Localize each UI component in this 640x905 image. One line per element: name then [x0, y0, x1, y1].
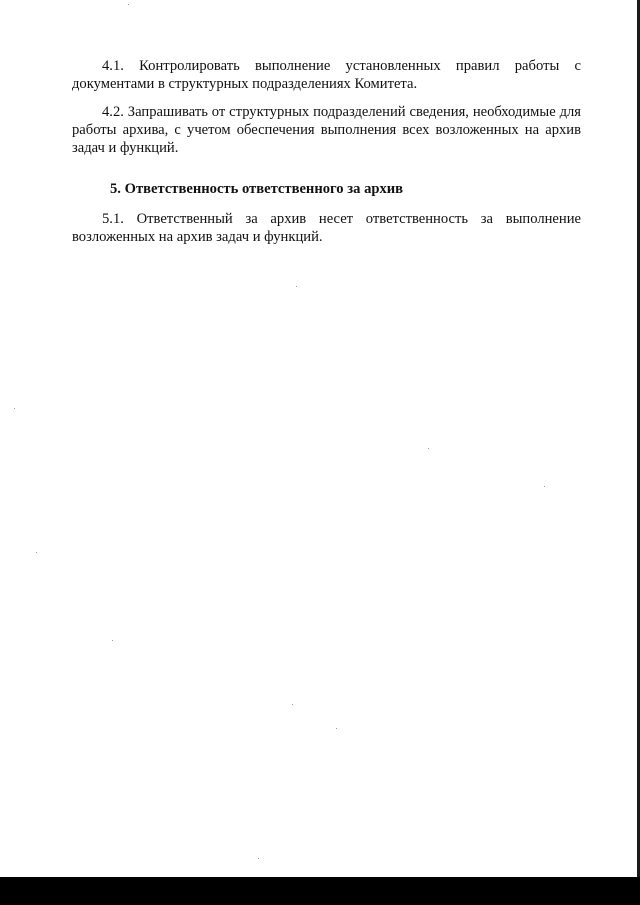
paragraph-4-1: 4.1. Контролировать выполнение установленных правил работы с документами в структурных подразделениях Комитета. — [72, 58, 581, 92]
scan-speck — [544, 486, 545, 487]
paragraph-5-1: 5.1. Ответственный за архив несет ответственность за выполнение возложенных на архив задач и функций. — [72, 211, 581, 245]
document-content — [72, 57, 581, 246]
section-5-heading: 5. Ответственность ответственного за архив — [110, 181, 404, 197]
paragraph-4-2: 4.2. Запрашивать от структурных подразделений сведения, необходимые для работы архива, с учетом обеспечения выполнения всех возложенных на архив задач и функций. — [72, 104, 581, 156]
scan-speck — [128, 4, 129, 5]
scan-bottom-band — [0, 877, 640, 905]
scan-speck — [14, 408, 15, 409]
scan-speck — [296, 286, 297, 287]
scan-speck — [336, 728, 337, 729]
scan-speck — [292, 704, 293, 705]
scan-speck — [112, 640, 113, 641]
scan-speck — [428, 448, 429, 449]
scan-speck — [36, 552, 37, 553]
scan-speck — [258, 858, 259, 859]
